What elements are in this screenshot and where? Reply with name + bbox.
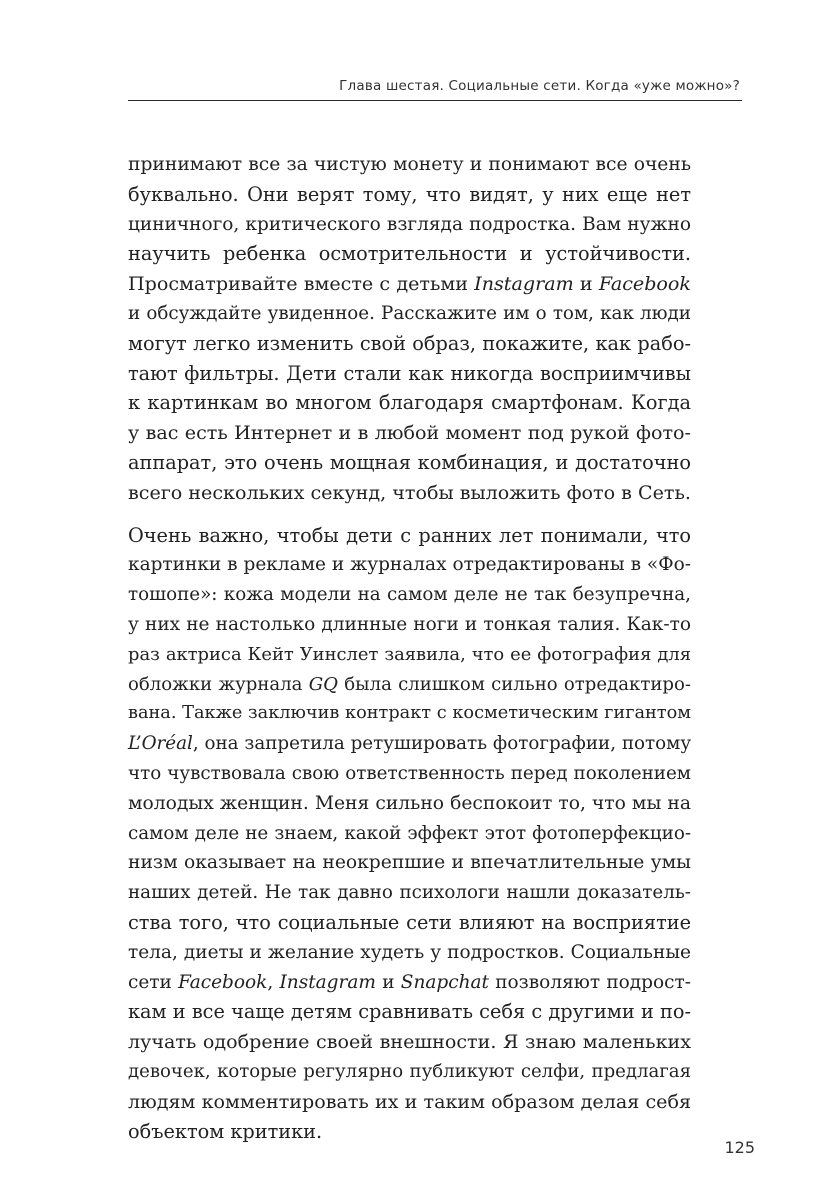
page-number: 125 [724,1138,755,1157]
text-line [128,239,691,269]
text-run: людям комментировать их и таким образом делая себя [128,1089,691,1113]
text-run: тошопе»: кожа модели на самом деле не так безупречна, [128,584,691,606]
text-run: раз актриса Кейт Уинслет заявила, что ее фотография для [128,643,691,665]
text-line [128,580,691,610]
text-run: Просматривайте вместе с детьми [128,272,475,296]
italic-text-run: Instagram [474,272,574,296]
text-run: позволяют подрост- [488,971,692,993]
text-line [128,938,691,968]
text-run: у вас есть Интернет и в любой момент под рукой фото- [128,421,691,445]
text-line [128,997,691,1027]
text-line [128,448,691,478]
text-line [128,299,691,329]
text-line [128,1027,691,1057]
text-run: аппарат, это очень мощная комбинация, и достаточно [128,450,691,474]
running-header-title: Глава шестая. Социальные сети. Когда «уже можно»? [339,78,740,94]
text-line [128,699,691,729]
text-run: , [267,971,280,993]
text-line [128,729,691,759]
italic-text-run: Instagram [279,971,376,993]
text-line [128,418,691,448]
text-line [128,521,691,551]
text-line [128,878,691,908]
text-line [128,329,691,359]
text-line [128,610,691,640]
text-run: низм оказывает на неокрепшие и впечатлительные умы [128,852,691,874]
text-run: что чувствовала свою ответственность перед поколением [128,762,691,784]
paragraph [128,521,691,1147]
text-run: циничного, критического взгляда подростка. Вам нужно [128,213,691,235]
text-run: к картинкам во многом благодаря смартфонам. Когда [128,391,691,415]
text-line [128,848,691,878]
text-line [128,1117,691,1147]
text-line [128,908,691,938]
text-run: лучать одобрение своей внешности. Я знаю маленьких [128,1030,691,1054]
text-run: и [375,971,401,993]
text-line [128,670,691,700]
text-run: картинки в рекламе и журналах отредактированы в «Фо- [128,554,691,576]
text-line [128,210,691,240]
text-run: ства того, что социальные сети влияют на восприятие [128,910,691,934]
italic-text-run: Snapchat [400,971,489,993]
text-run: объектом критики. [128,1119,323,1143]
text-run: кам и все чаще детям сравнивать себя с другими и по- [128,1000,691,1024]
text-line [128,150,691,180]
text-line [128,789,691,819]
text-line [128,359,691,389]
text-run: и [573,272,599,296]
text-line [128,1087,691,1117]
text-run: , она запретила ретушировать фотографии, потому [192,733,692,755]
text-run: самом деле не знаем, какой эффект этот фотоперфекцио- [128,822,691,844]
italic-text-run: Facebook [178,971,268,993]
text-run: Очень важно, чтобы дети с ранних лет понимали, что [128,523,691,547]
text-run: буквально. Они верят тому, что видят, у них еще нет [128,182,691,206]
text-line [128,759,691,789]
italic-text-run: Facebook [598,272,691,296]
text-run: и обсуждайте увиденное. Расскажите им о том, как люди [128,302,691,324]
text-run: вана. Также заключив контракт с косметическим гигантом [128,703,691,724]
text-line [128,640,691,670]
running-header [128,70,742,101]
text-run: тела, диеты и желание худеть у подростков. Социальные [128,941,691,963]
text-run: молодых женщин. Меня сильно беспокоит то, что мы на [128,792,691,814]
text-run: тают фильтры. Дети стали как никогда восприимчивы [128,361,691,385]
text-run: девочек, которые регулярно публикуют селфи, предлагая [128,1060,691,1082]
text-line [128,550,691,580]
text-run: наших детей. Не так давно психологи нашли доказатель- [128,882,691,904]
body-text [128,150,691,1146]
text-run: у них не настолько длинные ноги и тонкая талия. Как-то [128,613,691,635]
text-line [128,269,691,299]
text-line [128,1057,691,1087]
paragraph [128,150,691,508]
italic-text-run: L’Oréal [128,733,193,755]
text-run: сети [128,971,179,993]
text-run: научить ребенка осмотрительности и устойчивости. [128,242,691,266]
text-line [128,819,691,849]
text-run: всего нескольких секунд, чтобы выложить фото в Сеть. [128,480,691,504]
text-line [128,478,691,508]
italic-text-run: GQ [308,673,339,695]
text-run: была слишком сильно отредактиро- [338,673,691,695]
text-run: могут легко изменить свой образ, покажите, как рабо- [128,331,691,355]
text-line [128,180,691,210]
text-line [128,388,691,418]
text-run: принимают все за чистую монету и понимают все очень [128,154,691,175]
text-run: обложки журнала [128,673,309,695]
text-line [128,968,691,998]
